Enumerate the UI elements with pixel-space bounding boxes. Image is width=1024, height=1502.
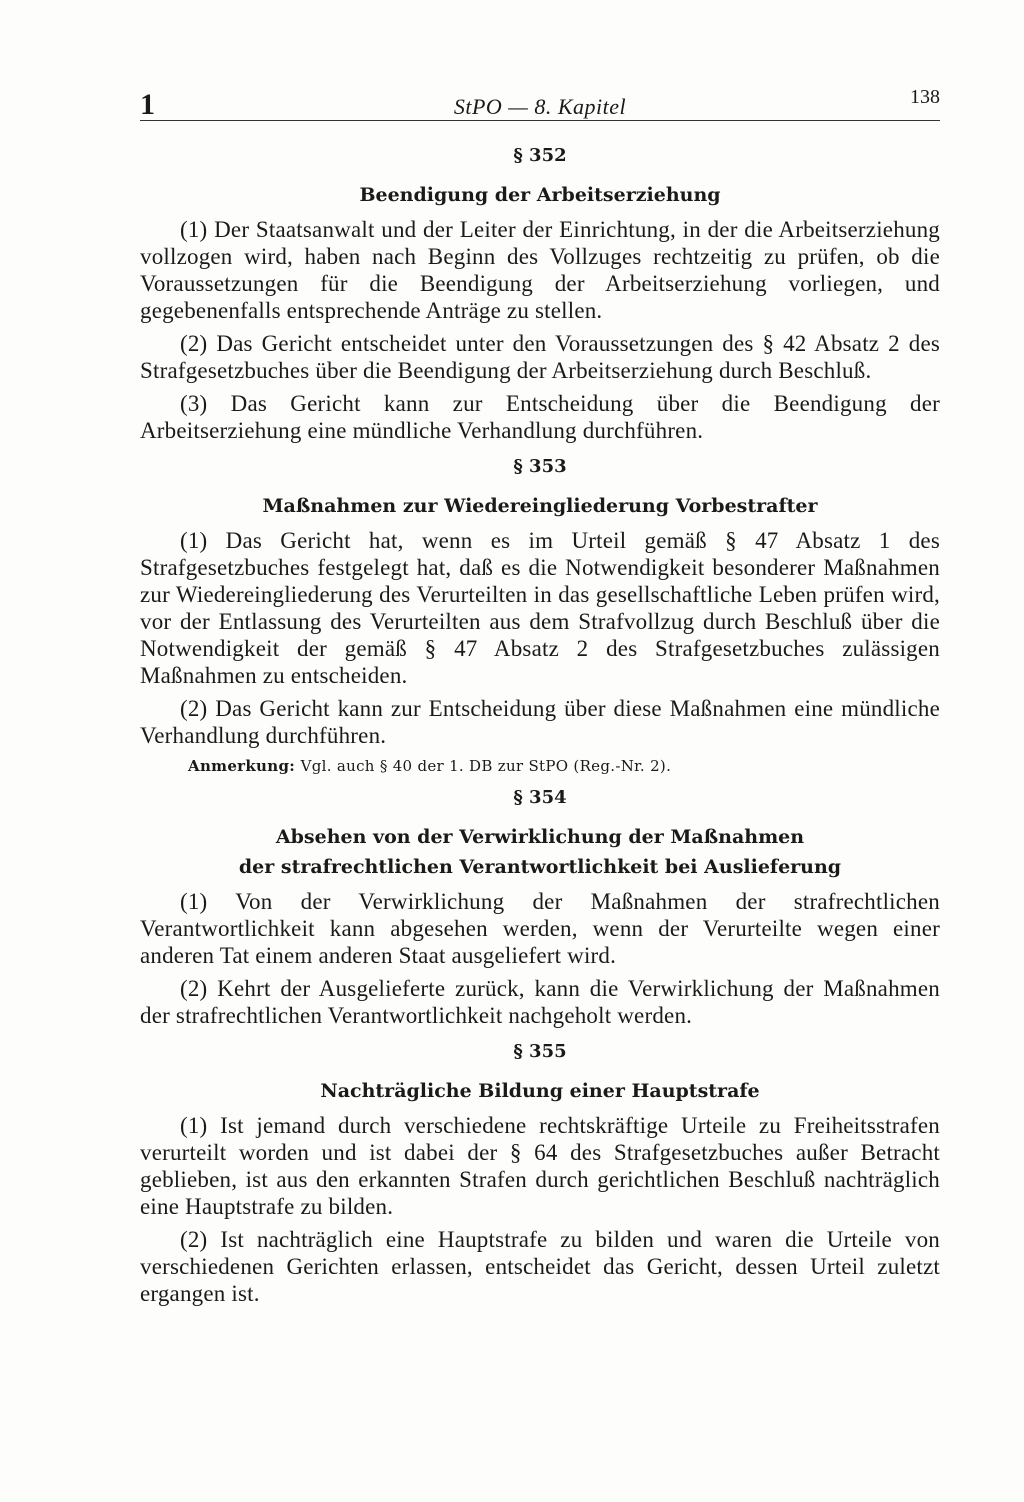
section-number: § 353	[513, 456, 567, 477]
section-number: § 355	[513, 1041, 567, 1062]
section-number: § 352	[513, 145, 567, 166]
section-title	[140, 491, 940, 521]
page-header	[140, 80, 940, 121]
note-label: Anmerkung:	[188, 757, 296, 775]
section-title-line: der strafrechtlichen Verantwortlichkeit bei Auslieferung	[238, 856, 842, 878]
section-title-line: Beendigung der Arbeitserziehung	[359, 184, 721, 206]
header-left-number: 1	[140, 88, 155, 121]
note-text: Vgl. auch § 40 der 1. DB zur StPO (Reg.-Nr. 2).	[300, 757, 672, 775]
annotation-note	[188, 757, 940, 775]
paragraph: (2) Das Gericht kann zur Entscheidung über diese Maßnahmen eine mündliche Verhandlung durchführen.	[140, 696, 940, 748]
section-354	[140, 787, 940, 1029]
section-355	[140, 1041, 940, 1307]
document-page	[140, 80, 940, 1319]
page-number: 138	[910, 86, 940, 108]
paragraph: (2) Kehrt der Ausgelieferte zurück, kann die Verwirklichung der Maßnahmen der strafrechtlichen Verantwortlichkeit nachgeholt werden.	[140, 976, 940, 1028]
section-353	[140, 456, 940, 775]
section-title-line: Nachträgliche Bildung einer Hauptstrafe	[320, 1080, 760, 1102]
section-title	[140, 180, 940, 210]
paragraph: (2) Das Gericht entscheidet unter den Voraussetzungen des § 42 Absatz 2 des Strafgesetzbuches über die Beendigung der Arbeitserziehung durch Beschluß.	[140, 331, 940, 383]
section-title	[140, 822, 940, 882]
section-352	[140, 145, 940, 444]
section-number: § 354	[513, 787, 567, 808]
section-title-line: Absehen von der Verwirklichung der Maßnahmen	[275, 826, 805, 848]
running-title: StPO — 8. Kapitel	[453, 94, 627, 119]
paragraph: (1) Von der Verwirklichung der Maßnahmen der strafrechtlichen Verantwortlichkeit kann abgesehen werden, wenn der Verurteilte wegen einer anderen Tat einem anderen Staat ausgeliefert wird.	[140, 889, 940, 968]
paragraph: (1) Ist jemand durch verschiedene rechtskräftige Urteile zu Freiheitsstrafen verurteilt worden und ist dabei der § 64 des Strafgesetzbuches außer Betracht geblieben, ist aus den erkannten Strafen durch gerichtlichen Beschluß nachträglich eine Hauptstrafe zu bilden.	[140, 1113, 940, 1219]
paragraph: (1) Das Gericht hat, wenn es im Urteil gemäß § 47 Absatz 1 des Strafgesetzbuches festgelegt hat, daß es die Notwendigkeit besonderer Maßnahmen zur Wiedereingliederung des Verurteilten in das gesellschaftliche Leben prüfen wird, vor der Entlassung des Verurteilten aus dem Strafvollzug durch Beschluß über die Notwendigkeit der gemäß § 47 Absatz 2 des Strafgesetzbuches zulässigen Maßnahmen zu entscheiden.	[140, 528, 940, 688]
paragraph: (3) Das Gericht kann zur Entscheidung über die Beendigung der Arbeitserziehung eine mündliche Verhandlung durchführen.	[140, 391, 940, 443]
paragraph: (1) Der Staatsanwalt und der Leiter der Einrichtung, in der die Arbeitserziehung vollzogen wird, haben nach Beginn des Vollzuges rechtzeitig zu prüfen, ob die Voraussetzungen für die Beendigung der Arbeitserziehung vorliegen, und gegebenenfalls entsprechende Anträge zu stellen.	[140, 217, 940, 323]
section-title-line: Maßnahmen zur Wiedereingliederung Vorbestrafter	[262, 495, 818, 517]
section-title	[140, 1076, 940, 1106]
paragraph: (2) Ist nachträglich eine Hauptstrafe zu bilden und waren die Urteile von verschiedenen Gerichten erlassen, entscheidet das Gericht, dessen Urteil zuletzt ergangen ist.	[140, 1227, 940, 1306]
